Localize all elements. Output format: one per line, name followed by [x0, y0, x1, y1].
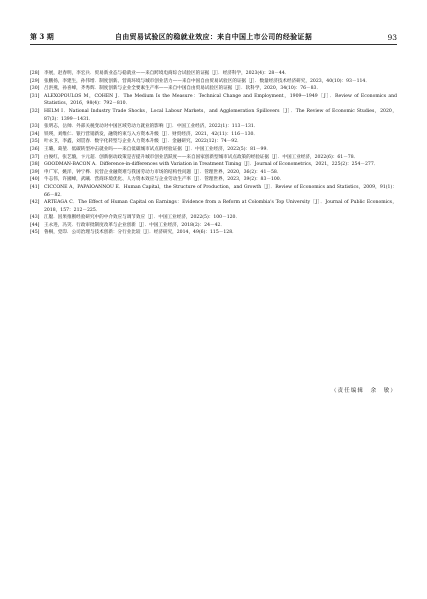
reference-number: [34]	[30, 131, 40, 137]
reference-item	[30, 138, 397, 146]
reference-text: 张明志，岳帅．外部关税变动对中国区域劳动力就业的影响［J］．中国工业经济，2022(1)：113－131．	[44, 124, 259, 130]
reference-number: [28]	[30, 71, 40, 76]
running-title: 自由贸易试验区的稳就业效应：来自中国上市公司的经验证据	[114, 32, 313, 41]
reference-text: 申广军，姚洋，钟宁桦．民营企业融资难与我国劳动力市场的结构性问题［J］．管理世界，2020，36(2)：41－58．	[44, 169, 282, 175]
reference-number: [39]	[30, 169, 40, 175]
reference-text: 铁瑛，刘维仁．银行营销新发，融资约束与入方资本升级［J］．财贸经济，2021，42(11)：116－130．	[44, 131, 259, 137]
reference-text: CICCONE A，PAPAIOANNOU E．Human Capital，the Structure of Production，and Growth［J］．Review of Economics and Statistics，2009，91(1)：66－82．	[44, 184, 397, 198]
reference-number: [45]	[30, 230, 40, 236]
reference-text: 江艇．因果推断经验研究中的中介效应与调节效应［J］．中国工业经济，2022(5)：100－120．	[44, 215, 241, 221]
running-header	[30, 28, 397, 42]
reference-number: [31]	[30, 93, 40, 99]
reference-item	[30, 229, 397, 237]
reference-number: [32]	[30, 108, 40, 114]
reference-item	[30, 70, 397, 78]
reference-item	[30, 222, 397, 230]
reference-item	[30, 161, 397, 169]
reference-item	[30, 184, 397, 199]
reference-item	[30, 93, 397, 108]
reference-text: 王永进，冯笑．行政审批制度改革与企业创新［J］．中国工业经济，2018(2)：24－42．	[44, 222, 226, 228]
reference-text: 叶永卫，李鑫，刘贯春．数字化转型与企业人力资本升级［J］．金融研究，2022(12)：74－92．	[44, 139, 242, 145]
reference-number: [35]	[30, 139, 40, 145]
reference-text: 吕洪燕，孙喜峰，齐秀辉．制度创新与企业全要素生产率——来自中国自由贸易试验区的证据［J］．软科学，2020，34(10)：76－83．	[44, 86, 322, 92]
reference-number: [42]	[30, 200, 40, 206]
reference-text: 李展，赵春明，李宏兵．贸易新业态与稳就业——来自跨境电商综合试验区的证据［J］．经济科学，2023(4)：28－44．	[44, 71, 290, 76]
reference-number: [33]	[30, 124, 40, 130]
reference-item	[30, 176, 397, 184]
responsible-editor: （责任编辑 余 敏）	[331, 388, 397, 394]
reference-list	[30, 70, 397, 237]
reference-text: 王璐，葛堃．低碳转型冲击就业吗——来自低碳城市试点的经验证据［J］．中国工业经济，2022(5)：81－99．	[44, 146, 271, 152]
reference-item	[30, 146, 397, 154]
reference-item	[30, 85, 397, 93]
reference-number: [40]	[30, 177, 40, 183]
page-number: 93	[387, 33, 397, 42]
reference-item	[30, 123, 397, 131]
reference-item	[30, 131, 397, 139]
reference-text: 牛志伟，许國峰，武曦．营商环境优化、人力资本效应与企业劳动生产率［J］．管理世界，2023，39(2)：83－100．	[44, 177, 285, 183]
reference-text: ALEXOPOULOS M，COHEN J．The Medium Is the Measure：Technical Change and Employment，1909—1949［J］．Review of Economics and Statistics，2016，98(4)：792－810．	[44, 93, 397, 107]
reference-number: [44]	[30, 222, 40, 228]
reference-item	[30, 154, 397, 162]
reference-text: GOODMAN-BACON A．Difference-in-differences with Variation in Treatment Timing［J］．Journal of Econometrics，2021，225(2)：254－277．	[44, 162, 379, 168]
reference-item	[30, 169, 397, 177]
reference-item	[30, 78, 397, 86]
reference-number: [43]	[30, 215, 40, 221]
reference-number: [30]	[30, 86, 40, 92]
header-rule	[30, 44, 397, 45]
reference-number: [36]	[30, 146, 40, 152]
issue-label: 第 3 期	[30, 32, 54, 41]
reference-number: [37]	[30, 154, 40, 160]
reference-text: 白俊红，张艺璇，卞元超．创新驱动政策是否提升城市创业活跃度——来自国家创新型城市试点政策的经验证据［J］．中国工业经济，2022(6)：61－78．	[44, 154, 359, 160]
reference-text: 张鹏扬，李建生，孙伟增．制度创新、营商环境与城市创业活力——来自中国自由贸易试验区的证据［J］．数量经济技术经济研究，2023，40(10)：93－114．	[44, 78, 370, 84]
reference-item	[30, 214, 397, 222]
reference-text: HELM I．National Industry Trade Shocks，Local Labour Markets，and Agglomeration Spillovers［J］．The Review of Economic Studies，2020，87(3)：1399－1431．	[44, 108, 397, 122]
reference-text: 鲁桐，党印．公司治理与技术创新：分行业比较［J］．经济研究，2014，49(6)：115－128．	[44, 230, 237, 236]
reference-text: ARTEAGA C．The Effect of Human Capital on Earnings：Evidence from a Reform at Colombia's Top University［J］．Journal of Public Economics，2018，157：212－225．	[44, 200, 397, 213]
reference-number: [29]	[30, 78, 40, 84]
reference-item	[30, 108, 397, 123]
reference-item	[30, 199, 397, 214]
reference-number: [38]	[30, 162, 40, 168]
reference-number: [41]	[30, 184, 40, 190]
